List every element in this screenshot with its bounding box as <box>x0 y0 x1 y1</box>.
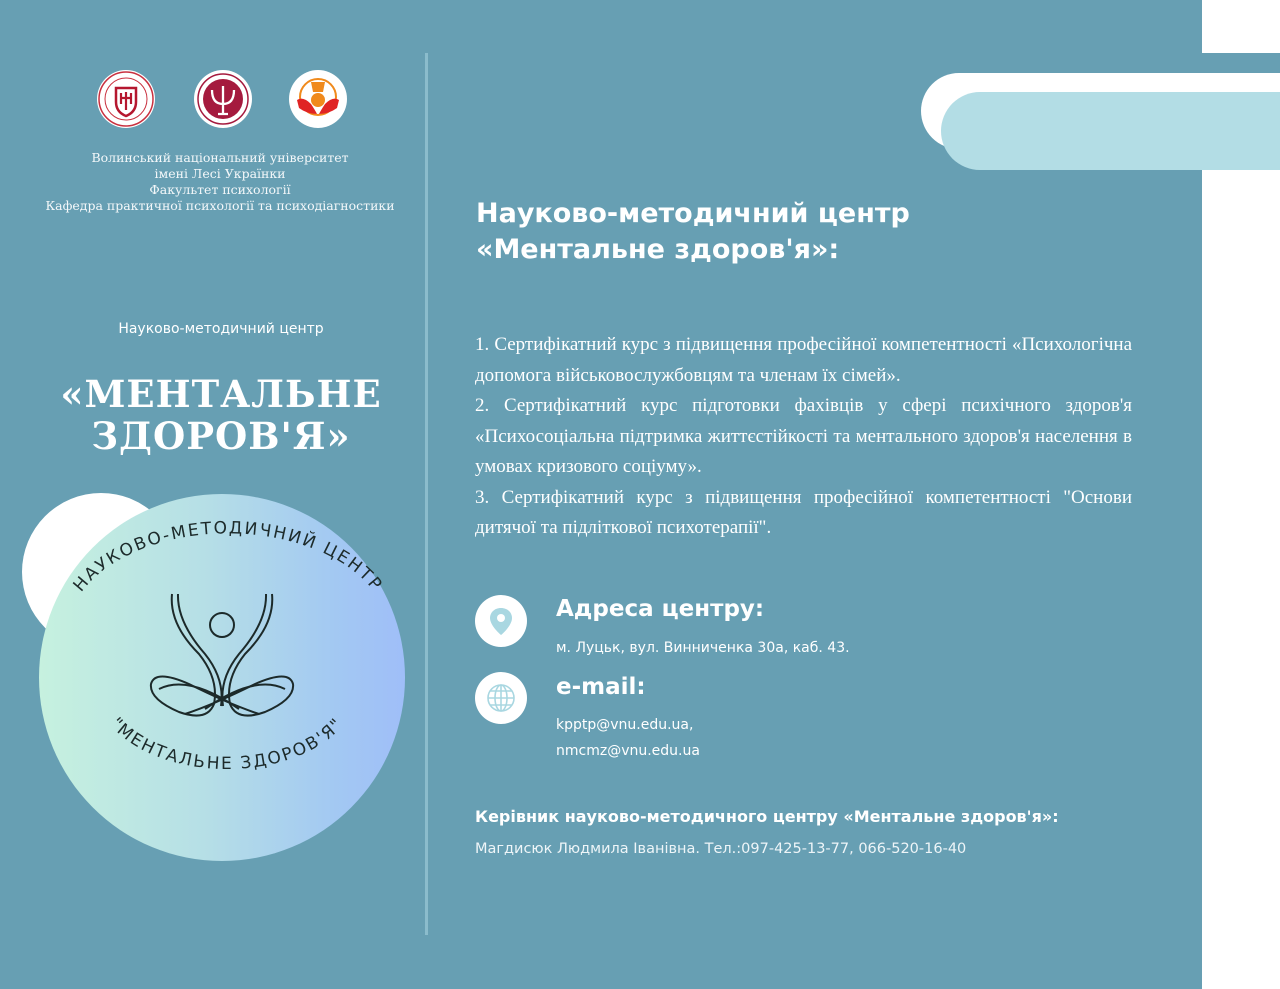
head-contact: Магдисюк Людмила Іванівна. Тел.:097-425-13-77, 066-520-16-40 <box>475 841 967 857</box>
department-logo-icon <box>289 70 347 128</box>
volyn-university-logo-icon <box>97 70 155 128</box>
left-title-line1: «МЕНТАЛЬНЕ <box>60 372 382 416</box>
main-heading <box>476 196 910 268</box>
university-name-line2: імені Лесі Українки <box>154 166 286 181</box>
course-item: 3. Сертифікатний курс з підвищення професійної компетентності "Основи дитячої та підліткової психотерапії". <box>475 486 1132 538</box>
address-text: м. Луцьк, вул. Винниченка 30а, каб. 43. <box>556 640 850 656</box>
svg-text:"МЕНТАЛЬНЕ ЗДОРОВ'Я" <box>106 714 348 774</box>
head-label: Керівник науково-методичного центру «Ментальне здоров'я»: <box>475 807 1059 826</box>
course-item: 1. Сертифікатний курс з підвищення професійної компетентності «Психологічна допомога військовослужбовцям та членам їх сімей». <box>475 334 1132 386</box>
globe-icon <box>475 672 527 724</box>
map-pin-icon <box>475 595 527 647</box>
left-subtitle: Науково-методичний центр <box>118 321 324 337</box>
svg-text:НАУКОВО-МЕТОДИЧНИЙ ЦЕНТР <box>70 518 387 595</box>
email-list <box>556 712 700 764</box>
logo-row <box>97 70 349 130</box>
course-list <box>475 330 1132 544</box>
emblem-top-text: НАУКОВО-МЕТОДИЧНИЙ ЦЕНТР <box>69 518 387 596</box>
address-title: Адреса центру: <box>556 596 765 622</box>
left-title <box>20 373 422 457</box>
meditation-figure-icon <box>39 494 405 861</box>
faculty-name: Факультет психології <box>149 182 291 197</box>
vertical-divider <box>425 53 428 935</box>
decorative-pill-blue <box>941 92 1280 170</box>
main-heading-line2: «Ментальне здоров'я»: <box>476 234 840 265</box>
department-name: Кафедра практичної психології та психодіагностики <box>45 198 395 213</box>
psychology-faculty-logo-icon <box>194 70 252 128</box>
email-link[interactable]: nmcmz@vnu.edu.ua <box>556 743 700 759</box>
email-link[interactable]: kpptp@vnu.edu.ua, <box>556 717 694 733</box>
course-item: 2. Сертифікатний курс підготовки фахівців у сфері психічного здоров'я «Психосоціальна підтримка життєстійкості та ментального здоров'я населення в умовах кризового соціуму». <box>475 395 1132 477</box>
main-heading-line1: Науково-методичний центр <box>476 198 910 229</box>
university-info <box>20 150 420 214</box>
emblem <box>39 494 405 861</box>
left-title-line2: ЗДОРОВ'Я» <box>91 414 351 458</box>
emblem-bottom-text: "МЕНТАЛЬНЕ ЗДОРОВ'Я" <box>106 713 348 775</box>
email-title: e-mail: <box>556 674 646 700</box>
university-name: Волинський національний університет <box>91 150 349 165</box>
